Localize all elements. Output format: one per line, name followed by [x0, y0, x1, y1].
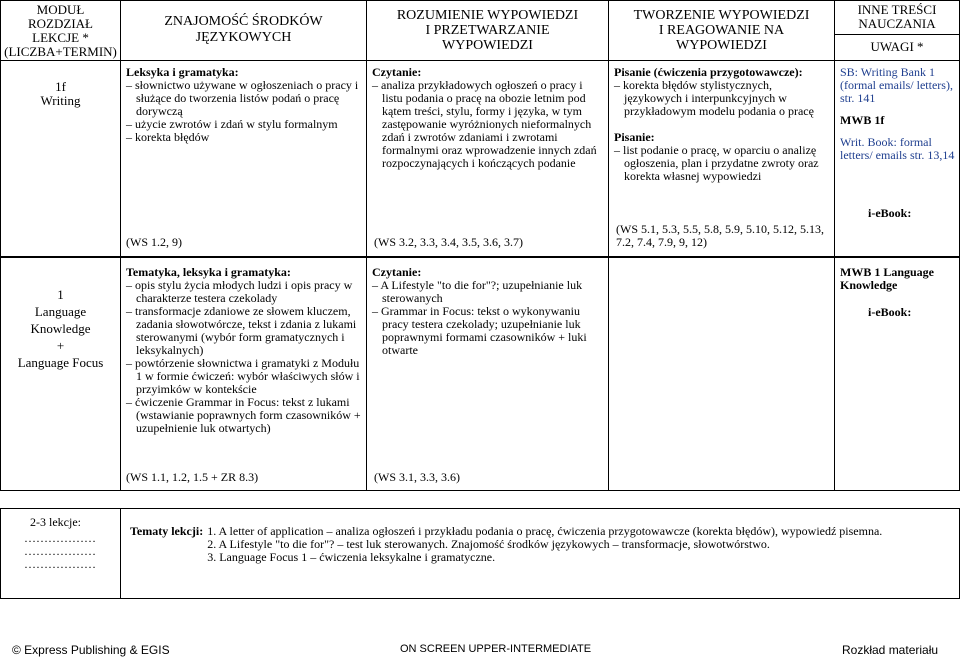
- header-reading: ROZUMIENIE WYPOWIEDZI I PRZETWARZANIE WYPOWIEDZI: [396, 8, 579, 53]
- col-line-2: [366, 0, 367, 491]
- lesson-topic-item: 1. A letter of application – analiza ogłoszeń i przykładu podania o pracę, ćwiczenia przygotowawcze (korekta błędów), wypowiedź pisemna.: [207, 524, 883, 538]
- list-item: – opis stylu życia młodych ludzi i opis pracy w charakterze testera czekolady: [126, 278, 353, 305]
- row1-other-sb: SB: Writing Bank 1 (formal emails/ letters), str. 141: [840, 65, 953, 105]
- row2-language-ref: (WS 1.1, 1.2, 1.5 + ZR 8.3): [126, 470, 259, 484]
- lesson-dates: ……………… ……………… ………………: [24, 531, 96, 571]
- footer-doc-title: Rozkład materiału: [842, 643, 939, 657]
- row-divider-double: [0, 257, 960, 258]
- lesson-topic-item: 2. A Lifestyle "to die for"? – test luk sterowanych. Znajomość środków językowych – transformacje, słowotwórstwo.: [207, 537, 770, 551]
- lesson-box-mid: [120, 508, 121, 599]
- row2-other-mwb: MWB 1 Language Knowledge: [840, 265, 935, 292]
- list-item: – ćwiczenie Grammar in Focus: tekst z lukami (wstawianie poprawnych form czasowników + uzupełnienie luk otwartych): [126, 395, 361, 435]
- row1-writing-title2: Pisanie:: [614, 130, 655, 144]
- lesson-box-left: [0, 508, 1, 599]
- row2-reading-cell: [372, 266, 604, 357]
- row1-other-writ: Writ. Book: formal letters/ emails str. 13,14: [840, 135, 955, 162]
- header-writing: TWORZENIE WYPOWIEDZI I REAGOWANIE NA WYPOWIEDZI: [633, 8, 810, 53]
- row2-language-cell: [126, 266, 362, 435]
- header-divider: [0, 60, 960, 61]
- row1-reading-title: Czytanie:: [372, 65, 422, 79]
- footer-course-title: ON SCREEN UPPER-INTERMEDIATE: [400, 643, 592, 655]
- row1-writing-title: Pisanie (ćwiczenia przygotowawcze):: [614, 65, 803, 79]
- col-line-0: [0, 0, 1, 491]
- row1-other-mwb: MWB 1f: [840, 113, 885, 127]
- header-notes: UWAGI *: [870, 39, 924, 54]
- header-module: MODUŁ ROZDZIAŁ LEKCJE * (LICZBA+TERMIN): [4, 2, 117, 59]
- footer-copyright: © Express Publishing & EGIS: [12, 643, 170, 657]
- col-line-4: [834, 0, 835, 491]
- list-item: – A Lifestyle "to die for"?; uzupełnianie luk sterowanych: [372, 278, 583, 305]
- row1-reading-cell: [372, 66, 602, 170]
- row1-language-title: Leksyka i gramatyka:: [126, 65, 239, 79]
- col-line-3: [608, 0, 609, 491]
- list-item: – korekta błędów: [126, 130, 210, 144]
- row2-other-ebook: i-eBook:: [868, 305, 912, 319]
- lesson-topics: [130, 525, 950, 564]
- lesson-topic-item: 3. Language Focus 1 – ćwiczenia leksykalne i gramatyczne.: [207, 550, 496, 564]
- lesson-count: 2-3 lekcje:: [30, 515, 81, 529]
- lesson-topics-title: Tematy lekcji:: [130, 524, 204, 538]
- list-item: – analiza przykładowych ogłoszeń o pracy i listu podania o pracę na obozie letnim pod kątem treści, stylu, formy i języka, w tym zastępowanie wyróżnionych nieformalnych zdań i zwrotów zdaniami i zwrotami formalnymi oraz wprowadzenie innych zdań rozpoczynających i kończących podanie: [372, 78, 597, 170]
- row1-module: 1f Writing: [40, 79, 81, 108]
- header-language: ZNAJOMOŚĆ ŚRODKÓW JĘZYKOWYCH: [164, 14, 323, 45]
- row2-reading-ref: (WS 3.1, 3.3, 3.6): [374, 470, 460, 484]
- list-item: – słownictwo używane w ogłoszeniach o pracy i służące do tworzenia listów podań o pracę dorywczą: [126, 78, 359, 118]
- list-item: – Grammar in Focus: tekst o wykonywaniu pracy testera czekolady; uzupełnianie luk poprawnymi formami czasowników + luki otwarte: [372, 304, 587, 357]
- row1-language-cell: [126, 66, 360, 144]
- row2-module: 1 Language Knowledge + Language Focus: [17, 287, 104, 370]
- header-other: INNE TREŚCI NAUCZANIA: [857, 2, 937, 31]
- row1-other-ebook: i-eBook:: [868, 206, 912, 220]
- header-split-line: [834, 34, 960, 35]
- list-item: – powtórzenie słownictwa i gramatyki z Modułu 1 w formie ćwiczeń: wybór właściwych słów i przyimków w kontekście: [126, 356, 360, 396]
- table-border-bottom: [0, 490, 960, 491]
- row2-reading-title: Czytanie:: [372, 265, 422, 279]
- row1-other-cell: [840, 66, 956, 162]
- list-item: – transformacje zdaniowe ze słowem kluczem, zadania słowotwórcze, tekst i zdania z lukami sterowanymi (wybór form gramatycznych i leksykalnych): [126, 304, 357, 357]
- row1-writing-cell: [614, 66, 828, 183]
- row1-language-ref: (WS 1.2, 9): [126, 235, 182, 249]
- table-border-top: [0, 0, 960, 1]
- lesson-box-bottom: [0, 598, 960, 599]
- lesson-box-top: [0, 508, 960, 509]
- row1-reading-ref: (WS 3.2, 3.3, 3.4, 3.5, 3.6, 3.7): [374, 235, 523, 249]
- list-item: – korekta błędów stylistycznych, językowych i interpunkcyjnych w przykładowym modelu podania o pracę: [614, 78, 814, 118]
- row2-language-title: Tematyka, leksyka i gramatyka:: [126, 265, 291, 279]
- col-line-1: [120, 0, 121, 491]
- list-item: – list podanie o pracę, w oparciu o analizę ogłoszenia, plan i przydatne zwroty oraz korekta własnej wypowiedzi: [614, 143, 819, 183]
- row1-writing-ref: (WS 5.1, 5.3, 5.5, 5.8, 5.9, 5.10, 5.12, 5.13, 7.2, 7.4, 7.9, 9, 12): [616, 222, 824, 249]
- list-item: – użycie zwrotów i zdań w stylu formalnym: [126, 117, 338, 131]
